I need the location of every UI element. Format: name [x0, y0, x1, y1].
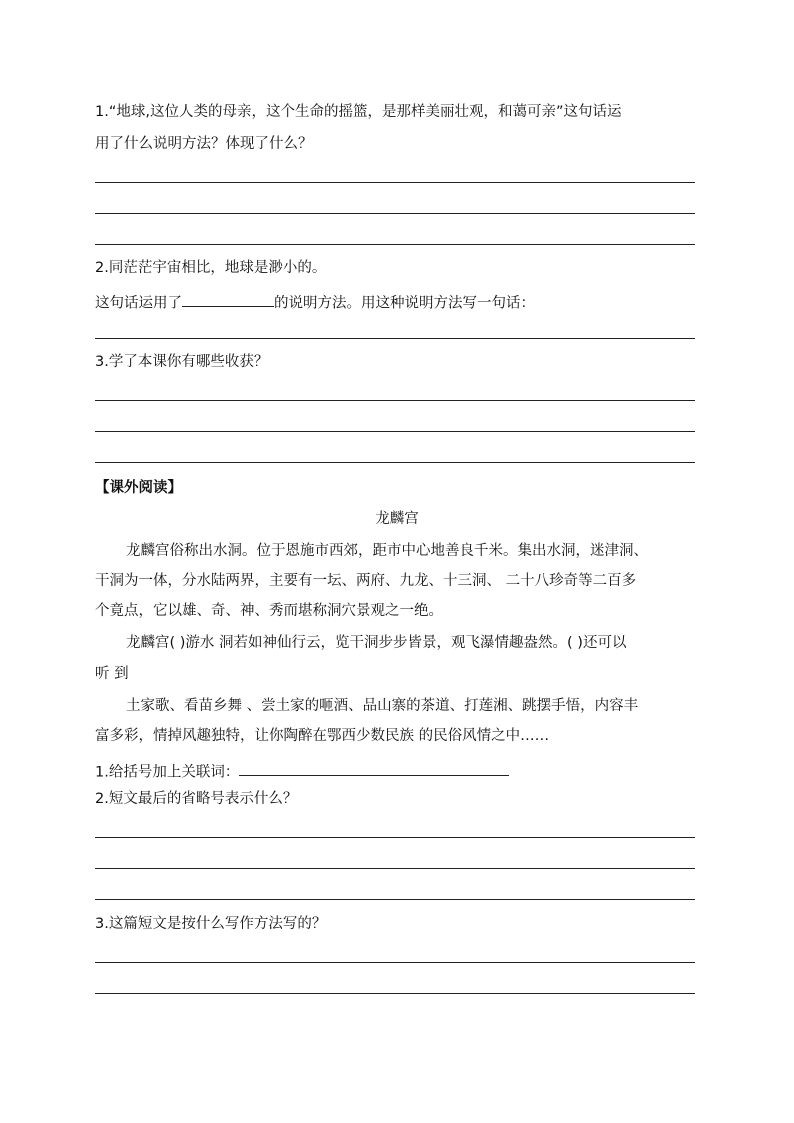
question-2-prefix: 这句话运用了 [95, 295, 182, 312]
reading-question-1 [95, 758, 509, 782]
question-2-line-1: 2.同茫茫宇宙相比，地球是渺小的。 [95, 260, 327, 276]
fill-blank[interactable] [182, 289, 274, 307]
paragraph-3-line-1: 土家歌、看苗乡舞 、尝土家的咂酒、品山寨的茶道、打莲湘、跳摆手悟，内容丰 [126, 698, 639, 714]
reading-question-3: 3.这篇短文是按什么写作方法写的？ [95, 916, 327, 932]
article-title: 龙麟宫 [375, 511, 419, 527]
paragraph-2-line-2: 听 到 [95, 666, 129, 682]
question-1-line-2: 用了什么说明方法？体现了什么？ [95, 136, 313, 152]
fill-blank[interactable] [239, 758, 509, 776]
paragraph-1-line-1: 龙麟宫俗称出水洞。位于恩施市西郊，距市中心地善良千米。集出水洞，迷津洞、 [126, 543, 648, 559]
section-title: 【课外阅读】 [95, 480, 182, 496]
paragraph-3-line-2: 富多彩，情掉风趣独特，让你陶醉在鄂西少数民族 的民俗风情之中…… [95, 728, 550, 744]
answer-line[interactable] [95, 213, 695, 214]
paragraph-1-line-3: 个竟点，它以雄、奇、神、秀而堪称洞穴景观之一绝。 [95, 603, 443, 619]
answer-line[interactable] [95, 244, 695, 245]
reading-question-2: 2.短文最后的省略号表示什么？ [95, 791, 298, 807]
answer-line[interactable] [95, 899, 695, 900]
answer-line[interactable] [95, 431, 695, 432]
answer-line[interactable] [95, 182, 695, 183]
paragraph-1-line-2: 干洞为一体，分水陆两界，主要有一坛、两府、九龙、十三洞、 二十八珍奇等二百多 [95, 573, 637, 589]
question-2-line-2 [95, 289, 535, 313]
answer-line[interactable] [95, 837, 695, 838]
answer-line[interactable] [95, 338, 695, 339]
reading-question-1-label: 1.给括号加上关联词： [95, 764, 240, 781]
answer-line[interactable] [95, 993, 695, 994]
question-3: 3.学了本课你有哪些收获？ [95, 354, 269, 370]
answer-line[interactable] [95, 962, 695, 963]
paragraph-2-line-1: 龙麟宫( )游水 洞若如神仙行云，览干洞步步皆景，观飞瀑情趣盎然。( )还可以 [126, 635, 627, 651]
answer-line[interactable] [95, 400, 695, 401]
question-2-suffix: 的说明方法。用这种说明方法写一句话： [274, 295, 535, 312]
answer-line[interactable] [95, 868, 695, 869]
question-1-line-1: 1.“地球,这位人类的母亲，这个生命的摇篮，是那样美丽壮观，和蔼可亲”这句话运 [95, 104, 622, 120]
answer-line[interactable] [95, 462, 695, 463]
